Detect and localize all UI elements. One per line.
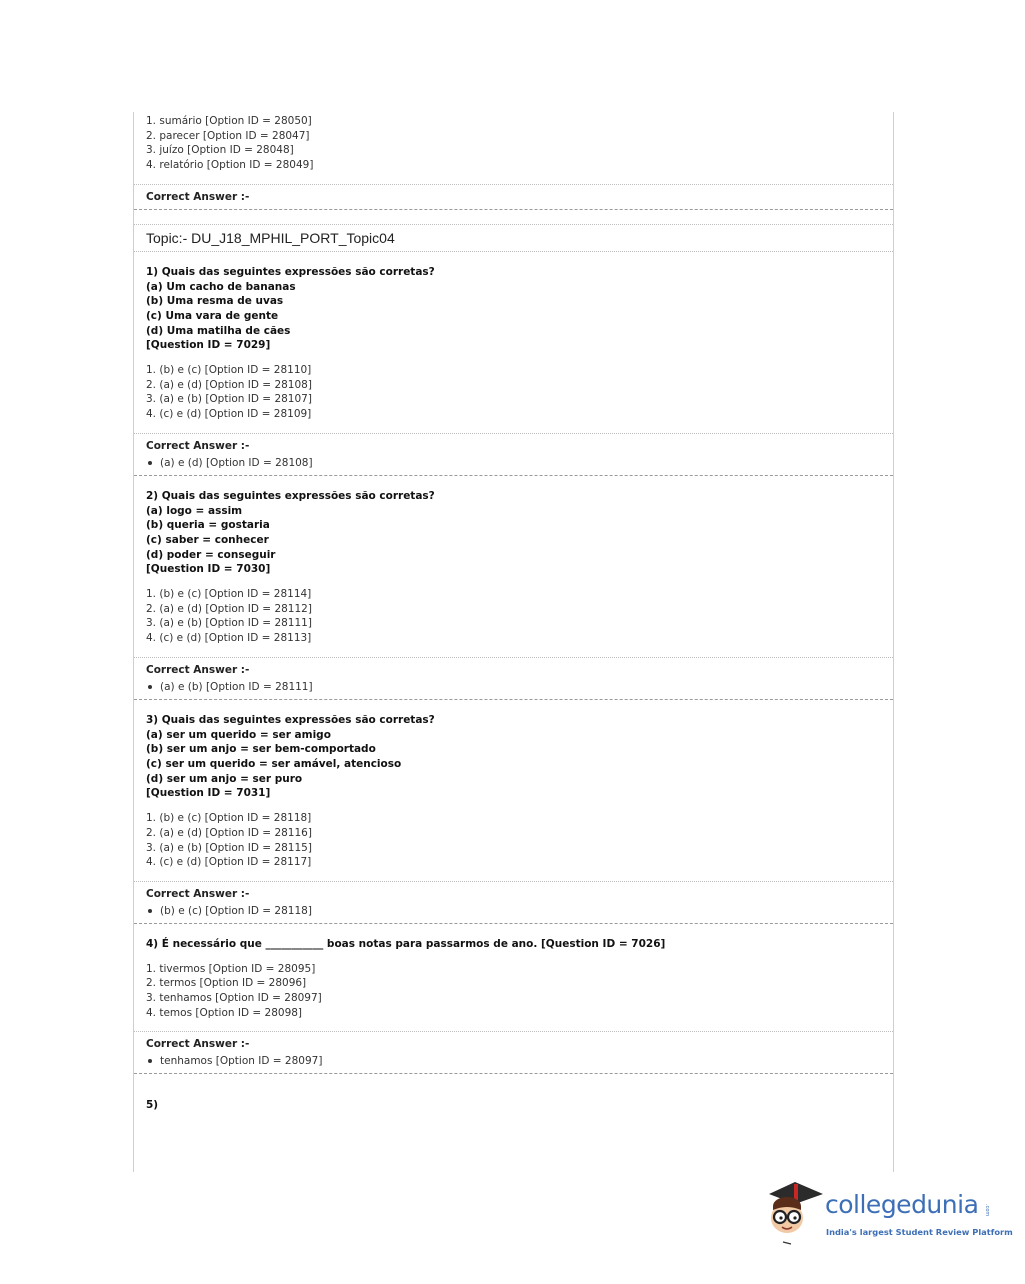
question-block [134,924,893,1021]
question-text: 1) Quais das seguintes expressões são corretas? (a) Um cacho de bananas (b) Uma resma de uvas (c) Uma vara de gente (d) Uma matilha de cães [Question ID = 7029] [146,265,435,352]
question-block [134,700,893,870]
correct-answer: (a) e (b) [Option ID = 28111] [146,680,881,694]
question-number: 5) [146,1099,159,1112]
option-list [146,962,881,1021]
option-line: 1. (b) e (c) [Option ID = 28110] [146,364,312,377]
option-line: 4. relatório [Option ID = 28049] [146,159,314,172]
brand-name: collegedunia [825,1190,979,1219]
question-text: 3) Quais das seguintes expressões são corretas? (a) ser um querido = ser amigo (b) ser um anjo = ser bem-comportado (c) ser um querido = ser amável, atencioso (d) ser um anjo = ser puro [Question ID = 7031] [146,713,435,800]
question-block [134,476,893,646]
option-line: 4. (c) e (d) [Option ID = 28113] [146,632,312,645]
correct-answer-label: Correct Answer :- [146,663,250,676]
option-line: 4. temos [Option ID = 28098] [146,1006,303,1019]
option-line: 1. sumário [Option ID = 28050] [146,115,312,127]
option-line: 2. (a) e (d) [Option ID = 28108] [146,378,312,391]
option-line: 4. (c) e (d) [Option ID = 28109] [146,408,312,421]
brand-domain: .com [984,1204,990,1217]
option-line: 1. (b) e (c) [Option ID = 28118] [146,812,312,825]
option-line: 3. (a) e (b) [Option ID = 28115] [146,841,312,854]
option-line: 1. (b) e (c) [Option ID = 28114] [146,588,312,601]
previous-question-options [134,112,893,173]
question-text: 4) É necessário que ___________ boas notas para passarmos de ano. [Question ID = 7026] [146,937,666,950]
bullet-icon [148,1059,152,1063]
correct-answer: (a) e (d) [Option ID = 28108] [146,456,881,470]
question-text: 2) Quais das seguintes expressões são corretas? (a) logo = assim (b) queria = gostaria (c) saber = conhecer (d) poder = conseguir [Question ID = 7030] [146,489,435,576]
bullet-icon [148,685,152,689]
option-line: 1. tivermos [Option ID = 28095] [146,962,316,975]
correct-answer-label: Correct Answer :- [146,439,250,452]
option-line: 3. (a) e (b) [Option ID = 28107] [146,393,312,406]
option-line: 2. (a) e (d) [Option ID = 28112] [146,602,312,615]
topic-heading: Topic:- DU_J18_MPHIL_PORT_Topic04 [146,229,395,246]
option-line: 3. tenhamos [Option ID = 28097] [146,992,322,1005]
correct-answer: (b) e (c) [Option ID = 28118] [146,904,881,918]
option-line: 3. (a) e (b) [Option ID = 28111] [146,617,312,630]
correct-answer-label: Correct Answer :- [146,887,250,900]
correct-answer-label: Correct Answer :- [146,190,250,203]
option-list [146,587,881,646]
correct-answer: tenhamos [Option ID = 28097] [146,1054,881,1068]
option-line: 2. (a) e (d) [Option ID = 28116] [146,826,312,839]
option-list [146,811,881,870]
bullet-icon [148,461,152,465]
option-line: 4. (c) e (d) [Option ID = 28117] [146,856,312,869]
mascot-icon [765,1176,827,1248]
brand-tagline: India's largest Student Review Platform [826,1227,1013,1237]
option-line: 2. parecer [Option ID = 28047] [146,129,310,142]
question-block [134,252,893,422]
correct-answer-label: Correct Answer :- [146,1038,250,1051]
document-page [133,112,894,1172]
bullet-icon [148,909,152,913]
option-list [146,363,881,422]
option-line: 3. juízo [Option ID = 28048] [146,144,294,157]
option-line: 2. termos [Option ID = 28096] [146,977,307,990]
collegedunia-logo [765,1176,1013,1248]
